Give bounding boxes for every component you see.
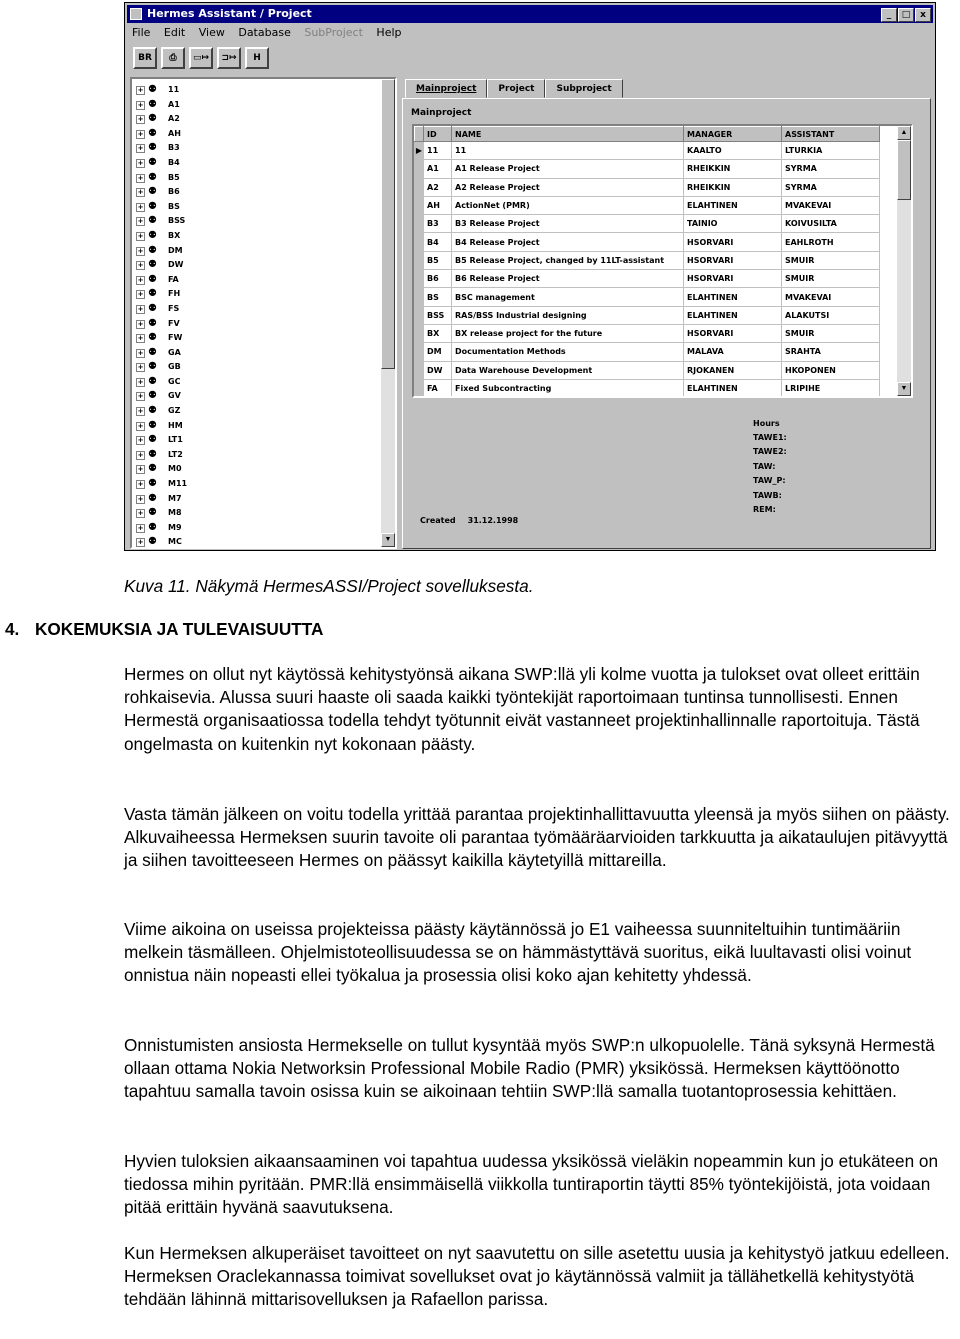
paragraph: Viime aikoina on useissa projekteissa päästy käytännössä jo E1 vaiheessa suunniteltuihin tuntimääriin melkein täsmälleen. Ohjelmistoteollisuudessa se on hämmästyttävä suoritus, eikä luultavasti olisi voinut onnistua näin nopeasti ellei työkalua ja prosessia olisi koko ajan kehitetty yhdessä. bbox=[124, 919, 912, 986]
help-button[interactable]: H bbox=[245, 47, 269, 69]
cell-manager[interactable]: ELAHTINEN bbox=[684, 379, 782, 397]
cell-assistant[interactable]: SMUIR bbox=[782, 324, 880, 342]
cell-assistant[interactable]: LTURKIA bbox=[782, 142, 880, 160]
cell-manager[interactable]: HSORVARI bbox=[684, 233, 782, 251]
hours-row: TAWE2: bbox=[753, 447, 787, 457]
expand-icon[interactable]: + bbox=[137, 304, 144, 313]
col-manager[interactable]: MANAGER bbox=[684, 127, 782, 142]
print-icon[interactable]: ⎙ bbox=[161, 47, 185, 69]
cell-name[interactable]: Fixed Subcontracting bbox=[452, 379, 684, 397]
tree-item-label: BSS bbox=[168, 216, 186, 226]
cell-assistant[interactable]: SMUIR bbox=[782, 270, 880, 288]
tree-item-label: MC bbox=[168, 537, 182, 547]
hours-list bbox=[753, 433, 787, 519]
tree-item-label: M8 bbox=[168, 508, 182, 518]
project-node-icon: ⚉ bbox=[148, 478, 157, 490]
project-node-icon: ⚉ bbox=[148, 273, 157, 285]
project-node-icon: ⚉ bbox=[148, 390, 157, 402]
cell-name[interactable]: ActionNet (PMR) bbox=[452, 196, 684, 214]
grid-scroll-up-icon[interactable]: ▲ bbox=[897, 126, 911, 140]
tree-item[interactable] bbox=[132, 462, 382, 477]
cell-name[interactable]: A1 Release Project bbox=[452, 160, 684, 178]
tree-item[interactable] bbox=[132, 171, 382, 186]
tree-item[interactable] bbox=[132, 214, 382, 229]
expand-icon[interactable]: + bbox=[137, 275, 144, 284]
figure-caption: Kuva 11. Näkymä HermesASSI/Project sovelluksesta. bbox=[124, 576, 534, 596]
row-indicator[interactable] bbox=[415, 324, 424, 342]
tree-item[interactable] bbox=[132, 302, 382, 317]
table-header-row bbox=[415, 127, 880, 142]
cell-name[interactable]: B3 Release Project bbox=[452, 215, 684, 233]
project-node-icon: ⚉ bbox=[148, 536, 157, 548]
tree-item-label: A1 bbox=[168, 99, 180, 109]
tree-item[interactable] bbox=[132, 258, 382, 273]
project-node-icon: ⚉ bbox=[148, 171, 157, 183]
row-indicator[interactable] bbox=[415, 379, 424, 397]
project-node-icon: ⚉ bbox=[148, 448, 157, 460]
table-row[interactable] bbox=[415, 270, 880, 288]
expand-icon[interactable]: + bbox=[137, 290, 144, 299]
row-indicator[interactable] bbox=[415, 361, 424, 379]
menu-help[interactable]: Help bbox=[376, 26, 402, 39]
cell-id[interactable]: B6 bbox=[424, 270, 452, 288]
table-row[interactable] bbox=[415, 288, 880, 306]
tree-item[interactable] bbox=[132, 375, 382, 390]
cell-name[interactable]: Data Warehouse Development bbox=[452, 361, 684, 379]
tree-item-label: BX bbox=[168, 230, 181, 240]
cell-manager[interactable]: ELAHTINEN bbox=[684, 196, 782, 214]
app-icon bbox=[130, 8, 142, 20]
expand-icon[interactable]: + bbox=[137, 509, 144, 518]
toolbar bbox=[133, 47, 273, 69]
project-node-icon: ⚉ bbox=[148, 127, 157, 139]
project-node-icon: ⚉ bbox=[148, 346, 157, 358]
project-node-icon: ⚉ bbox=[148, 215, 157, 227]
expand-icon[interactable]: + bbox=[137, 436, 144, 445]
cell-manager[interactable]: RJOKANEN bbox=[684, 361, 782, 379]
tree-scrollbar[interactable] bbox=[381, 79, 395, 547]
row-indicator[interactable]: ▶ bbox=[415, 142, 424, 160]
project-node-icon: ⚉ bbox=[148, 317, 157, 329]
hours-row: TAW_P: bbox=[753, 476, 786, 486]
col-id[interactable]: ID bbox=[424, 127, 452, 142]
cell-name[interactable]: RAS/BSS Industrial designing bbox=[452, 306, 684, 324]
cell-manager[interactable]: ELAHTINEN bbox=[684, 288, 782, 306]
cell-id[interactable]: AH bbox=[424, 196, 452, 214]
table-corner bbox=[415, 127, 424, 142]
tree-item-label: DW bbox=[168, 260, 184, 270]
cell-id[interactable]: DM bbox=[424, 343, 452, 361]
cell-assistant[interactable]: SMUIR bbox=[782, 251, 880, 269]
add-subproject-icon[interactable]: ▭↦ bbox=[189, 47, 213, 69]
cell-name[interactable]: Documentation Methods bbox=[452, 343, 684, 361]
cell-name[interactable]: B5 Release Project, changed by 11LT-assistant bbox=[452, 251, 684, 269]
hours-row: TAW: bbox=[753, 461, 776, 471]
tree-item[interactable] bbox=[132, 404, 382, 419]
expand-icon[interactable]: + bbox=[137, 115, 144, 124]
tree-item[interactable] bbox=[132, 477, 382, 492]
created-field bbox=[420, 516, 518, 525]
section-heading bbox=[0, 619, 323, 640]
mainproject-grid bbox=[412, 124, 913, 398]
cell-manager[interactable]: KAALTO bbox=[684, 142, 782, 160]
expand-icon[interactable]: + bbox=[137, 261, 144, 270]
expand-icon[interactable]: + bbox=[137, 188, 144, 197]
table-row[interactable] bbox=[415, 233, 880, 251]
cell-id[interactable]: A1 bbox=[424, 160, 452, 178]
tree-item-label: B3 bbox=[168, 143, 180, 153]
project-node-icon: ⚉ bbox=[148, 434, 157, 446]
cell-id[interactable]: B4 bbox=[424, 233, 452, 251]
tree-item[interactable] bbox=[132, 389, 382, 404]
tree-scroll-down-icon[interactable]: ▼ bbox=[381, 533, 395, 547]
project-node-icon: ⚉ bbox=[148, 244, 157, 256]
table-row[interactable] bbox=[415, 178, 880, 196]
table-row[interactable] bbox=[415, 306, 880, 324]
expand-icon[interactable]: + bbox=[137, 377, 144, 386]
created-value: 31.12.1998 bbox=[467, 516, 519, 525]
paragraph: Hermes on ollut nyt käytössä kehitystyönsä aikana SWP:llä yli kolme vuotta ja tulokset ovat olleet erittäin rohkaisevia. Alussa suuri haaste oli saada kaikki työntekijät raportoimaan tuntinsa tunnollisesti. Ennen Hermestä organisaatiossa todella tehdyt työtunnit eivät vastanneet projektinhallinnalle raportoituja. Tästä ongelmasta on kuitenkin nyt kokonaan päästy. bbox=[124, 664, 920, 754]
expand-icon[interactable]: + bbox=[137, 319, 144, 328]
row-indicator[interactable] bbox=[415, 270, 424, 288]
cell-assistant[interactable]: MVAKEVAI bbox=[782, 196, 880, 214]
tree-item[interactable] bbox=[132, 331, 382, 346]
cell-manager[interactable]: MALAVA bbox=[684, 343, 782, 361]
project-node-icon: ⚉ bbox=[148, 200, 157, 212]
expand-icon[interactable]: + bbox=[137, 348, 144, 357]
cell-manager[interactable]: RHEIKKIN bbox=[684, 178, 782, 196]
paragraph: Hyvien tuloksien aikaansaaminen voi tapahtua uudessa yksikössä vieläkin nopeammin kun jo etukäteen on tiedossa mihin pyritään. PMR:llä ensimmäisellä viikkolla tuntiraportin täytti 85% työntekijöistä, jota voidaan pitää erittäin hyvänä saavutuksena. bbox=[124, 1151, 939, 1218]
tree-item-label: GC bbox=[168, 376, 181, 386]
tree-item[interactable] bbox=[132, 317, 382, 332]
menu-edit[interactable]: Edit bbox=[163, 26, 186, 39]
cell-manager[interactable]: HSORVARI bbox=[684, 270, 782, 288]
tree-item-label: FW bbox=[168, 333, 183, 343]
grid-scroll-thumb[interactable] bbox=[897, 140, 911, 200]
tree-item-label: M11 bbox=[168, 479, 188, 489]
table-row[interactable] bbox=[415, 324, 880, 342]
table-row[interactable] bbox=[415, 215, 880, 233]
cell-name[interactable]: BSC management bbox=[452, 288, 684, 306]
hours-row: TAWB: bbox=[753, 490, 782, 500]
project-node-icon: ⚉ bbox=[148, 375, 157, 387]
tree-item-label: AH bbox=[168, 128, 181, 138]
grid-scrollbar[interactable] bbox=[897, 126, 911, 396]
created-label: Created bbox=[420, 516, 456, 525]
tree-item-label: B4 bbox=[168, 157, 180, 167]
tree-item[interactable] bbox=[132, 535, 382, 550]
tree-item[interactable] bbox=[132, 506, 382, 521]
table-row[interactable] bbox=[415, 379, 880, 397]
project-node-icon: ⚉ bbox=[148, 98, 157, 110]
tree-item[interactable] bbox=[132, 229, 382, 244]
project-node-icon: ⚉ bbox=[148, 229, 157, 241]
row-indicator[interactable] bbox=[415, 160, 424, 178]
row-indicator[interactable] bbox=[415, 233, 424, 251]
expand-icon[interactable]: + bbox=[137, 202, 144, 211]
project-node-icon: ⚉ bbox=[148, 419, 157, 431]
menu-database[interactable]: Database bbox=[238, 26, 291, 39]
expand-icon[interactable]: + bbox=[137, 129, 144, 138]
cell-id[interactable]: B5 bbox=[424, 251, 452, 269]
tree-item[interactable] bbox=[132, 141, 382, 156]
cell-assistant[interactable]: SYRMA bbox=[782, 160, 880, 178]
cell-assistant[interactable]: EAHLROTH bbox=[782, 233, 880, 251]
tree-item-label: HM bbox=[168, 420, 183, 430]
expand-icon[interactable]: + bbox=[137, 217, 144, 226]
table-row[interactable] bbox=[415, 142, 880, 160]
project-node-icon: ⚉ bbox=[148, 113, 157, 125]
expand-icon[interactable]: + bbox=[137, 465, 144, 474]
cell-assistant[interactable]: MVAKEVAI bbox=[782, 288, 880, 306]
project-node-icon: ⚉ bbox=[148, 142, 157, 154]
row-indicator[interactable] bbox=[415, 306, 424, 324]
cell-id[interactable]: A2 bbox=[424, 178, 452, 196]
expand-icon[interactable]: + bbox=[137, 538, 144, 547]
cell-id[interactable]: 11 bbox=[424, 142, 452, 160]
tree-item-label: GZ bbox=[168, 406, 181, 416]
tree-item-label: GB bbox=[168, 362, 181, 372]
tree-item[interactable] bbox=[132, 127, 382, 142]
tree-item-label: FH bbox=[168, 289, 181, 299]
paragraph: Vasta tämän jälkeen on voitu todella yrittää parantaa projektinhallittavuutta yleensä ja myös siihen on päästy. Alkuvaiheessa Hermeksen suurin tavoite oli parantaa työmääräarvioiden tarkkuutta ja aikataulujen pitävyyttä ja siihen tavoitteeseen Hermes on päässyt kaikilla käytetyillä mittareilla. bbox=[124, 804, 950, 871]
row-indicator[interactable] bbox=[415, 251, 424, 269]
cell-name[interactable]: B4 Release Project bbox=[452, 233, 684, 251]
project-node-icon: ⚉ bbox=[148, 463, 157, 475]
menu-subproject[interactable]: SubProject bbox=[304, 26, 363, 39]
row-indicator[interactable] bbox=[415, 288, 424, 306]
tab-strip bbox=[405, 79, 623, 98]
tab-subproject[interactable]: Subproject bbox=[545, 79, 622, 98]
tree-item[interactable] bbox=[132, 419, 382, 434]
project-node-icon: ⚉ bbox=[148, 186, 157, 198]
cell-id[interactable]: BX bbox=[424, 324, 452, 342]
cell-assistant[interactable]: SRAHTA bbox=[782, 343, 880, 361]
expand-icon[interactable]: + bbox=[137, 231, 144, 240]
project-node-icon: ⚉ bbox=[148, 361, 157, 373]
tree-item[interactable] bbox=[132, 83, 382, 98]
expand-icon[interactable]: + bbox=[137, 173, 144, 182]
tree-item-label: FA bbox=[168, 274, 179, 284]
cell-manager[interactable]: ELAHTINEN bbox=[684, 306, 782, 324]
expand-icon[interactable]: + bbox=[137, 158, 144, 167]
br-button[interactable]: BR bbox=[133, 47, 157, 69]
tab-mainproject[interactable]: Mainproject bbox=[405, 79, 487, 98]
expand-icon[interactable]: + bbox=[137, 363, 144, 372]
tree-item-label: M0 bbox=[168, 464, 182, 474]
tree-item-label: DM bbox=[168, 245, 183, 255]
cell-name[interactable]: BX release project for the future bbox=[452, 324, 684, 342]
section-title: KOKEMUKSIA JA TULEVAISUUTTA bbox=[35, 619, 324, 639]
table-row[interactable] bbox=[415, 251, 880, 269]
tree-item-label: LT2 bbox=[168, 449, 183, 459]
expand-icon[interactable]: + bbox=[137, 392, 144, 401]
project-node-icon: ⚉ bbox=[148, 521, 157, 533]
tree-item-label: M9 bbox=[168, 522, 182, 532]
project-tree bbox=[130, 77, 397, 549]
tree-item[interactable] bbox=[132, 273, 382, 288]
tree-item[interactable] bbox=[132, 346, 382, 361]
row-indicator[interactable] bbox=[415, 215, 424, 233]
cell-id[interactable]: BS bbox=[424, 288, 452, 306]
cell-id[interactable]: FA bbox=[424, 379, 452, 397]
row-indicator[interactable] bbox=[415, 178, 424, 196]
menu-view[interactable]: View bbox=[198, 26, 225, 39]
tree-item[interactable] bbox=[132, 200, 382, 215]
expand-icon[interactable]: + bbox=[137, 407, 144, 416]
expand-icon[interactable]: + bbox=[137, 100, 144, 109]
tree-item[interactable] bbox=[132, 244, 382, 259]
cell-id[interactable]: BSS bbox=[424, 306, 452, 324]
tree-item-label: FS bbox=[168, 303, 180, 313]
tree-scroll-thumb[interactable] bbox=[381, 79, 395, 369]
tree-item[interactable] bbox=[132, 492, 382, 507]
cell-manager[interactable]: HSORVARI bbox=[684, 251, 782, 269]
expand-icon[interactable]: + bbox=[137, 523, 144, 532]
tree-item[interactable] bbox=[132, 185, 382, 200]
title-bar bbox=[127, 5, 933, 23]
project-node-icon: ⚉ bbox=[148, 492, 157, 504]
table-row[interactable] bbox=[415, 160, 880, 178]
cell-assistant[interactable]: KOIVUSILTA bbox=[782, 215, 880, 233]
cell-assistant[interactable]: ALAKUTSI bbox=[782, 306, 880, 324]
cell-name[interactable]: B6 Release Project bbox=[452, 270, 684, 288]
paragraph: Kun Hermeksen alkuperäiset tavoitteet on nyt saavutettu on sille asetettu uusia ja kehitystyö jatkuu edelleen. Hermeksen Oraclekannassa toimivat sovellukset ovat jo käytännössä valmiit ja tällähetkellä kehitystyötä tehdään lähinnä mittarisovelluksen ja Rafaellon parissa. bbox=[124, 1243, 950, 1310]
expand-icon[interactable]: + bbox=[137, 494, 144, 503]
expand-icon[interactable]: + bbox=[137, 480, 144, 489]
project-node-icon: ⚉ bbox=[148, 259, 157, 271]
col-assistant[interactable]: ASSISTANT bbox=[782, 127, 880, 142]
cell-name[interactable]: 11 bbox=[452, 142, 684, 160]
grid-scroll-down-icon[interactable]: ▼ bbox=[897, 382, 911, 396]
expand-icon[interactable]: + bbox=[137, 450, 144, 459]
tree-item-label: GA bbox=[168, 347, 181, 357]
expand-icon[interactable]: + bbox=[137, 86, 144, 94]
tree-item[interactable] bbox=[132, 287, 382, 302]
project-node-icon: ⚉ bbox=[148, 156, 157, 168]
menu-bar bbox=[127, 24, 933, 42]
expand-icon[interactable]: + bbox=[137, 144, 144, 153]
maximize-button[interactable]: □ bbox=[898, 8, 914, 22]
row-indicator[interactable] bbox=[415, 343, 424, 361]
paragraph: Onnistumisten ansiosta Hermekselle on tullut kysyntää myös SWP:n ulkopuolelle. Tänä syksynä Hermestä ollaan ottama Nokia Networksin Professional Mobile Radio (PMR) yksikössä. Hermeksen käyttöönotto tapahtuu samalla tavoin osissa kuin se aikoinaan tehtiin SWP:llä samalla tuotantoprosessia kehittäen. bbox=[124, 1035, 935, 1102]
window-title: Hermes Assistant / Project bbox=[147, 7, 312, 20]
cell-manager[interactable]: RHEIKKIN bbox=[684, 160, 782, 178]
col-name[interactable]: NAME bbox=[452, 127, 684, 142]
menu-file[interactable]: File bbox=[132, 26, 151, 39]
tab-project[interactable]: Project bbox=[487, 79, 545, 98]
mainproject-panel bbox=[402, 98, 931, 549]
expand-icon[interactable]: + bbox=[137, 421, 144, 430]
project-node-icon: ⚉ bbox=[148, 84, 157, 95]
project-node-icon: ⚉ bbox=[148, 302, 157, 314]
cell-assistant[interactable]: LRIPIHE bbox=[782, 379, 880, 397]
tree-list bbox=[132, 83, 382, 550]
tree-item-label: B5 bbox=[168, 172, 180, 182]
tree-item-label: BS bbox=[168, 201, 180, 211]
section-number: 4. bbox=[5, 619, 20, 639]
tree-item[interactable] bbox=[132, 521, 382, 536]
tree-item-label: B6 bbox=[168, 187, 180, 197]
tree-item-label: GV bbox=[168, 391, 181, 401]
minimize-button[interactable]: _ bbox=[881, 8, 897, 22]
table-row[interactable] bbox=[415, 343, 880, 361]
hours-row: TAWE1: bbox=[753, 433, 787, 442]
tree-item[interactable] bbox=[132, 433, 382, 448]
cell-id[interactable]: DW bbox=[424, 361, 452, 379]
tree-item[interactable] bbox=[132, 98, 382, 113]
tree-item-label: M7 bbox=[168, 493, 182, 503]
hours-group bbox=[753, 419, 787, 519]
hours-row: REM: bbox=[753, 504, 776, 514]
mainproject-group-label: Mainproject bbox=[411, 108, 472, 118]
add-project-icon[interactable]: ⊐↦ bbox=[217, 47, 241, 69]
cell-manager[interactable]: TAINIO bbox=[684, 215, 782, 233]
tree-item[interactable] bbox=[132, 360, 382, 375]
tree-item-label: 11 bbox=[168, 85, 180, 94]
cell-name[interactable]: A2 Release Project bbox=[452, 178, 684, 196]
cell-manager[interactable]: HSORVARI bbox=[684, 324, 782, 342]
tree-item-label: A2 bbox=[168, 114, 180, 124]
tree-item-label: LT1 bbox=[168, 435, 183, 445]
project-node-icon: ⚉ bbox=[148, 332, 157, 344]
table-row[interactable] bbox=[415, 361, 880, 379]
close-button[interactable]: x bbox=[915, 8, 931, 22]
tree-item[interactable] bbox=[132, 156, 382, 171]
project-node-icon: ⚉ bbox=[148, 288, 157, 300]
project-node-icon: ⚉ bbox=[148, 507, 157, 519]
tree-item-label: FV bbox=[168, 318, 180, 328]
row-indicator[interactable] bbox=[415, 196, 424, 214]
tree-item[interactable] bbox=[132, 112, 382, 127]
hours-label: Hours bbox=[753, 419, 780, 428]
tree-item[interactable] bbox=[132, 448, 382, 463]
app-window bbox=[124, 2, 936, 551]
expand-icon[interactable]: + bbox=[137, 246, 144, 255]
mainproject-table bbox=[414, 126, 880, 398]
cell-assistant[interactable]: SYRMA bbox=[782, 178, 880, 196]
cell-assistant[interactable]: HKOPONEN bbox=[782, 361, 880, 379]
project-node-icon: ⚉ bbox=[148, 405, 157, 417]
cell-id[interactable]: B3 bbox=[424, 215, 452, 233]
expand-icon[interactable]: + bbox=[137, 334, 144, 343]
table-row[interactable] bbox=[415, 196, 880, 214]
